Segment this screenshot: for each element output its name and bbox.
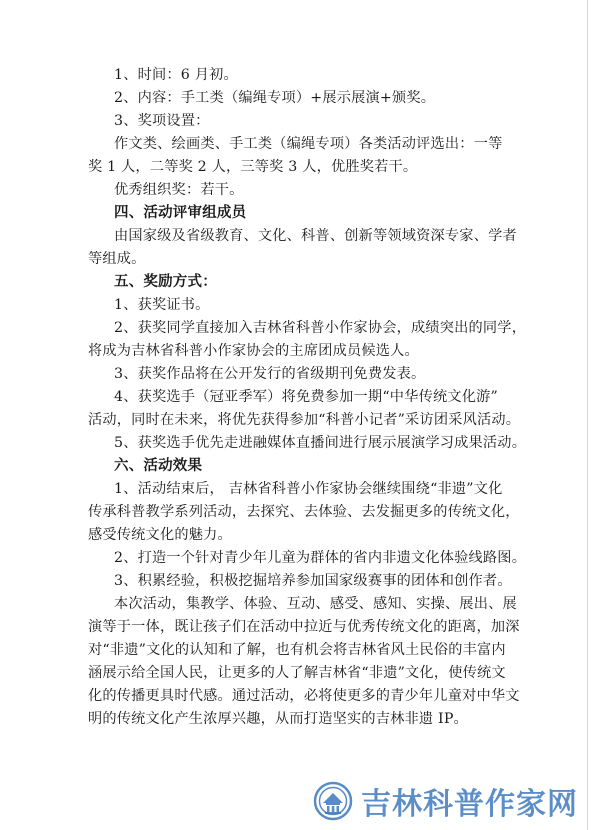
list-item-tour-line-1: 4、获奖选手（冠亚季军）将免费参加一期“中华传统文化游” (114, 389, 498, 405)
paragraph-summary-line-1: 本次活动，集教学、体验、互动、感受、感知、实操、展出、展 (114, 596, 517, 612)
paragraph-organization-award: 优秀组织奖：若干。 (114, 182, 244, 198)
list-item-certificate: 1、获奖证书。 (114, 297, 210, 313)
section-heading-effects: 六、活动效果 (114, 458, 203, 474)
paragraph-awards-line-1: 作文类、绘画类、手工类（编绳专项）各类活动评选出：一等 (114, 136, 503, 152)
paragraph-judges-line-2: 等组成。 (88, 251, 146, 267)
section-heading-judges: 四、活动评审组成员 (114, 205, 247, 221)
list-item-publication: 3、获奖作品将在公开发行的省级期刊免费发表。 (114, 366, 426, 382)
list-item-after-event-line-3: 感受传统文化的魅力。 (88, 527, 232, 543)
list-item-tour-line-2: 活动，同时在未来，将优先获得参加“科普小记者”采访团采风活动。 (88, 412, 521, 428)
paragraph-awards-line-2: 奖 1 人，二等奖 2 人，三等奖 3 人，优胜奖若干。 (88, 159, 418, 175)
list-item-content: 2、内容：手工类（编绳专项）+展示展演+颁奖。 (114, 90, 436, 106)
list-item-awards-setup: 3、奖项设置： (114, 113, 210, 129)
emblem-icon (313, 781, 353, 821)
site-watermark (313, 778, 578, 824)
paragraph-summary-line-6: 明的传统文化产生浓厚兴趣，从而打造坚实的吉林非遗 IP。 (88, 711, 468, 727)
paragraph-summary-line-4: 涵展示给全国人民，让更多的人了解吉林省“非遗”文化，使传统文 (88, 665, 506, 681)
list-item-after-event-line-2: 传承科普教学系列活动，去探究、去体验、去发掘更多的传统文化， (88, 504, 520, 520)
list-item-association-line-2: 将成为吉林省科普小作家协会的主席团成员候选人。 (88, 343, 419, 359)
paragraph-summary-line-3: 对“非遗”文化的认知和了解，也有机会将吉林省风土民俗的丰富内 (88, 642, 506, 658)
list-item-time: 1、时间：6 月初。 (114, 67, 238, 83)
list-item-after-event-line-1: 1、活动结束后， 吉林省科普小作家协会继续围绕“非遗”文化 (114, 481, 503, 497)
list-item-experience: 3、积累经验，积极挖掘培养参加国家级赛事的团体和创作者。 (114, 573, 512, 589)
list-item-route-map: 2、打造一个针对青少年儿童为群体的省内非遗文化体验线路图。 (114, 550, 527, 566)
section-heading-rewards: 五、奖励方式： (114, 274, 217, 290)
list-item-association-line-1: 2、获奖同学直接加入吉林省科普小作家协会，成绩突出的同学， (114, 320, 527, 336)
list-item-livestream: 5、获奖选手优先走进融媒体直播间进行展示展演学习成果活动。 (114, 435, 527, 451)
watermark-text: 吉林科普作家网 (361, 787, 578, 822)
paragraph-judges-line-1: 由国家级及省级教育、文化、科普、创新等领域资深专家、学者 (114, 228, 517, 244)
page-edge-divider (587, 0, 588, 830)
paragraph-summary-line-2: 演等于一体，既让孩子们在活动中拉近与优秀传统文化的距离，加深 (88, 619, 520, 635)
paragraph-summary-line-5: 化的传播更具时代感。通过活动，必将使更多的青少年儿童对中华文 (88, 688, 520, 704)
